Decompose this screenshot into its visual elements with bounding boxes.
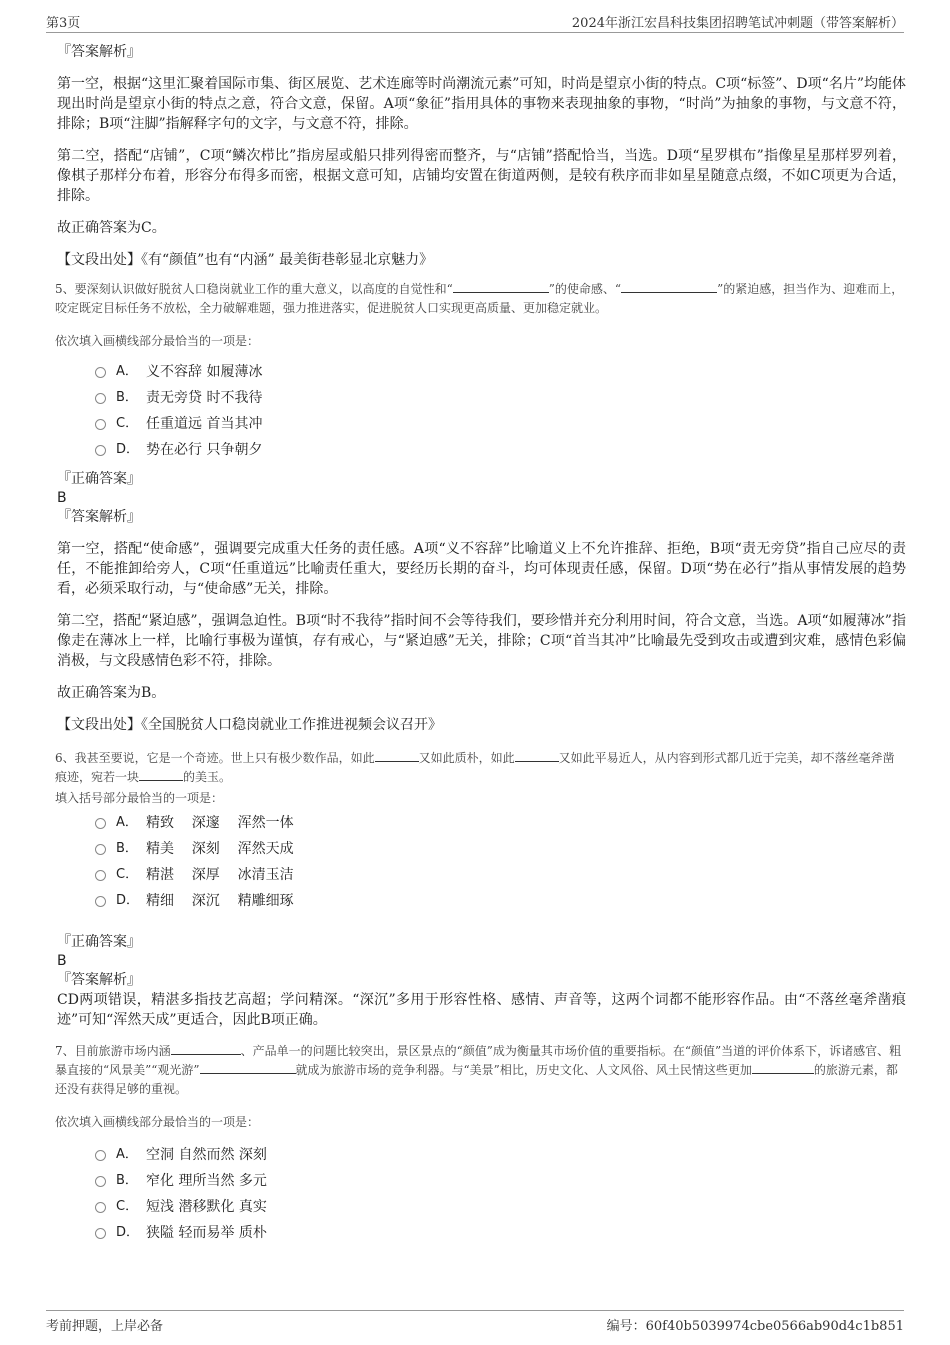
q6-prompt: 填入括号部分最恰当的一项是： — [55, 791, 224, 805]
q5-analysis-paragraph: 第二空，搭配“紧迫感”，强调急迫性。B项“时不我待”指时间不会等待我们，要珍惜并充分利用时间，符合文意，当选。A项“如履薄冰”指像走在薄冰上一样，比喻行事极为谨慎，存有戒心，与“紧迫感”无关，排除；C项“首当其冲”比喻最先受到攻击或遭到灾难，感情色彩偏消极，与文段感情色彩不符，排除。 — [57, 613, 906, 669]
q5-blank-2 — [621, 280, 717, 293]
q4-source: 【文段出处】《有“颜值”也有“内涵” 最美街巷彰显北京魅力》 — [57, 252, 434, 268]
option-letter: D． — [116, 442, 140, 457]
option-letter: B． — [116, 841, 138, 856]
q6-stem-part: 又如此平易近人，从内容到形式都几近于完美，却不落丝毫斧凿痕迹，宛若一块 — [55, 751, 895, 784]
document-title: 2024年浙江宏昌科技集团招聘笔试冲刺题（带答案解析） — [571, 16, 904, 31]
radio-icon[interactable] — [95, 896, 106, 907]
option-letter: C． — [116, 1199, 139, 1214]
q7-blank-1 — [171, 1042, 241, 1055]
option-letter: C． — [116, 867, 139, 882]
option-text: 精美 深刻 浑然天成 — [146, 841, 294, 857]
q5-conclusion: 故正确答案为B。 — [57, 685, 166, 701]
q4-analysis-label: 『答案解析』 — [57, 44, 141, 60]
q7-option-c[interactable] — [95, 1194, 906, 1220]
q5-analysis-label: 『答案解析』 — [57, 509, 141, 525]
q7-stem — [55, 1042, 906, 1099]
page-number: 第3页 — [46, 16, 81, 31]
q5-option-d[interactable] — [95, 437, 906, 463]
q5-option-a[interactable] — [95, 359, 906, 385]
q7-stem-part: 、产品单一的问题比较突出，景区景点的“颜值”成为衡量其市场价值的重要指标。在“颜值”当道的评价体系下，诉诸感官、粗暴直接的“风景美”“观光游” — [55, 1044, 902, 1077]
q6-analysis-label: 『答案解析』 — [57, 972, 141, 988]
radio-icon[interactable] — [95, 393, 106, 404]
q7-stem-part: 7、目前旅游市场内涵 — [55, 1044, 171, 1058]
q7-blank-3 — [752, 1061, 814, 1074]
option-text: 短浅 潜移默化 真实 — [146, 1199, 267, 1215]
q7-blank-2 — [200, 1061, 296, 1074]
q6-stem-part: 6、我甚至要说，它是一个奇迹。世上只有极少数作品，如此 — [55, 751, 375, 765]
option-text: 精湛 深厚 冰清玉洁 — [146, 867, 294, 883]
q5-correct-answer: B — [57, 490, 67, 506]
q5-option-b[interactable] — [95, 385, 906, 411]
q6-option-d[interactable] — [95, 888, 906, 914]
q7-option-d[interactable] — [95, 1220, 906, 1246]
document-body — [57, 42, 906, 1252]
option-text: 窄化 理所当然 多元 — [146, 1173, 267, 1189]
radio-icon[interactable] — [95, 445, 106, 456]
q5-options — [95, 359, 906, 463]
radio-icon[interactable] — [95, 870, 106, 881]
q6-options — [95, 810, 906, 914]
q6-correct-answer: B — [57, 953, 67, 969]
option-text: 义不容辞 如履薄冰 — [146, 364, 263, 380]
q7-options — [95, 1142, 906, 1246]
q7-prompt: 依次填入画横线部分最恰当的一项是： — [55, 1115, 260, 1129]
q7-stem-part: 的旅游元素，都还没有获得足够的重视。 — [55, 1063, 898, 1096]
q6-correct-label: 『正确答案』 — [57, 934, 141, 950]
radio-icon[interactable] — [95, 1202, 106, 1213]
radio-icon[interactable] — [95, 1228, 106, 1239]
option-text: 任重道远 首当其冲 — [146, 416, 263, 432]
q5-prompt: 依次填入画横线部分最恰当的一项是： — [55, 334, 260, 348]
q7-option-a[interactable] — [95, 1142, 906, 1168]
q6-option-b[interactable] — [95, 836, 906, 862]
q5-stem-part: ”的紧迫感，担当作为、迎难而上，咬定既定目标任务不放松，全力破解难题，强力推进落实，促进脱贫人口实现更高质量、更加稳定就业。 — [55, 282, 904, 315]
q7-option-b[interactable] — [95, 1168, 906, 1194]
radio-icon[interactable] — [95, 1150, 106, 1161]
q7-stem-part: 就成为旅游市场的竞争利器。与“美景”相比，历史文化、人文风俗、风土民情这些更加 — [295, 1063, 752, 1077]
radio-icon[interactable] — [95, 818, 106, 829]
option-letter: B． — [116, 1173, 138, 1188]
footer-slogan: 考前押题，上岸必备 — [46, 1319, 164, 1334]
q5-correct-label: 『正确答案』 — [57, 471, 141, 487]
q5-stem-part: 5、要深刻认识做好脱贫人口稳岗就业工作的重大意义，以高度的自觉性和“ — [55, 282, 453, 296]
option-text: 精致 深邃 浑然一体 — [146, 815, 294, 831]
q5-option-c[interactable] — [95, 411, 906, 437]
q4-conclusion: 故正确答案为C。 — [57, 220, 166, 236]
q6-stem — [55, 749, 906, 787]
option-letter: B． — [116, 390, 138, 405]
q6-blank-2 — [515, 749, 559, 762]
option-letter: C． — [116, 416, 139, 431]
q6-blank-1 — [375, 749, 419, 762]
radio-icon[interactable] — [95, 844, 106, 855]
radio-icon[interactable] — [95, 1176, 106, 1187]
option-letter: D． — [116, 1225, 140, 1240]
q5-blank-1 — [453, 280, 549, 293]
option-letter: A． — [116, 1147, 138, 1162]
radio-icon[interactable] — [95, 367, 106, 378]
q6-blank-3 — [139, 768, 183, 781]
q6-option-c[interactable] — [95, 862, 906, 888]
option-letter: A． — [116, 815, 138, 830]
option-letter: D． — [116, 893, 140, 908]
document-code: 编号：60f40b5039974cbe0566ab90d4c1b851 — [606, 1319, 904, 1334]
page-footer — [46, 1310, 904, 1335]
q4-analysis-paragraph: 第一空，根据“这里汇聚着国际市集、街区展览、艺术连廊等时尚潮流元素”可知，时尚是望京小街的特点。C项“标签”、D项“名片”均能体现出时尚是望京小街的特点之意，符合文意，保留。A项“象征”指用具体的事物来表现抽象的事物，“时尚”为抽象的事物，与文意不符，排除；B项“注脚”指解释字句的文字，与文意不符，排除。 — [57, 76, 906, 132]
option-text: 精细 深沉 精雕细琢 — [146, 893, 294, 909]
option-text: 狭隘 轻而易举 质朴 — [146, 1225, 267, 1241]
q5-source: 【文段出处】《全国脱贫人口稳岗就业工作推进视频会议召开》 — [57, 717, 442, 733]
q6-stem-part: 又如此质朴，如此 — [418, 751, 515, 765]
page-header — [46, 12, 904, 33]
q5-stem-part: ”的使命感、“ — [548, 282, 622, 296]
q4-analysis-paragraph: 第二空，搭配“店铺”，C项“鳞次栉比”指房屋或船只排列得密而整齐，与“店铺”搭配恰当，当选。D项“星罗棋布”指像星星那样罗列着，像棋子那样分布着，形容分布得多而密，根据文意可知，店铺均安置在街道两侧，是较有秩序而非如星星随意点缀，不如C项更为合适，排除。 — [57, 148, 906, 204]
q6-option-a[interactable] — [95, 810, 906, 836]
q5-analysis-paragraph: 第一空，搭配“使命感”，强调要完成重大任务的责任感。A项“义不容辞”比喻道义上不允许推辞、拒绝，B项“责无旁贷”指自己应尽的责任，不能推卸给旁人，C项“任重道远”比喻责任重大，要经历长期的奋斗，均可体现责任感，保留。D项“势在必行”指从事情发展的趋势看，必须采取行动，与“使命感”无关，排除。 — [57, 541, 906, 597]
option-text: 势在必行 只争朝夕 — [146, 442, 263, 458]
q6-analysis: CD两项错误，精湛多指技艺高超；学问精深。“深沉”多用于形容性格、感情、声音等，这两个词都不能形容作品。由“不落丝毫斧凿痕迹”可知“浑然天成”更适合，因此B项正确。 — [57, 992, 906, 1028]
q5-stem — [55, 280, 906, 318]
option-letter: A． — [116, 364, 138, 379]
q6-stem-part: 的美玉。 — [183, 770, 232, 784]
option-text: 空洞 自然而然 深刻 — [146, 1147, 267, 1163]
option-text: 责无旁贷 时不我待 — [146, 390, 263, 406]
radio-icon[interactable] — [95, 419, 106, 430]
